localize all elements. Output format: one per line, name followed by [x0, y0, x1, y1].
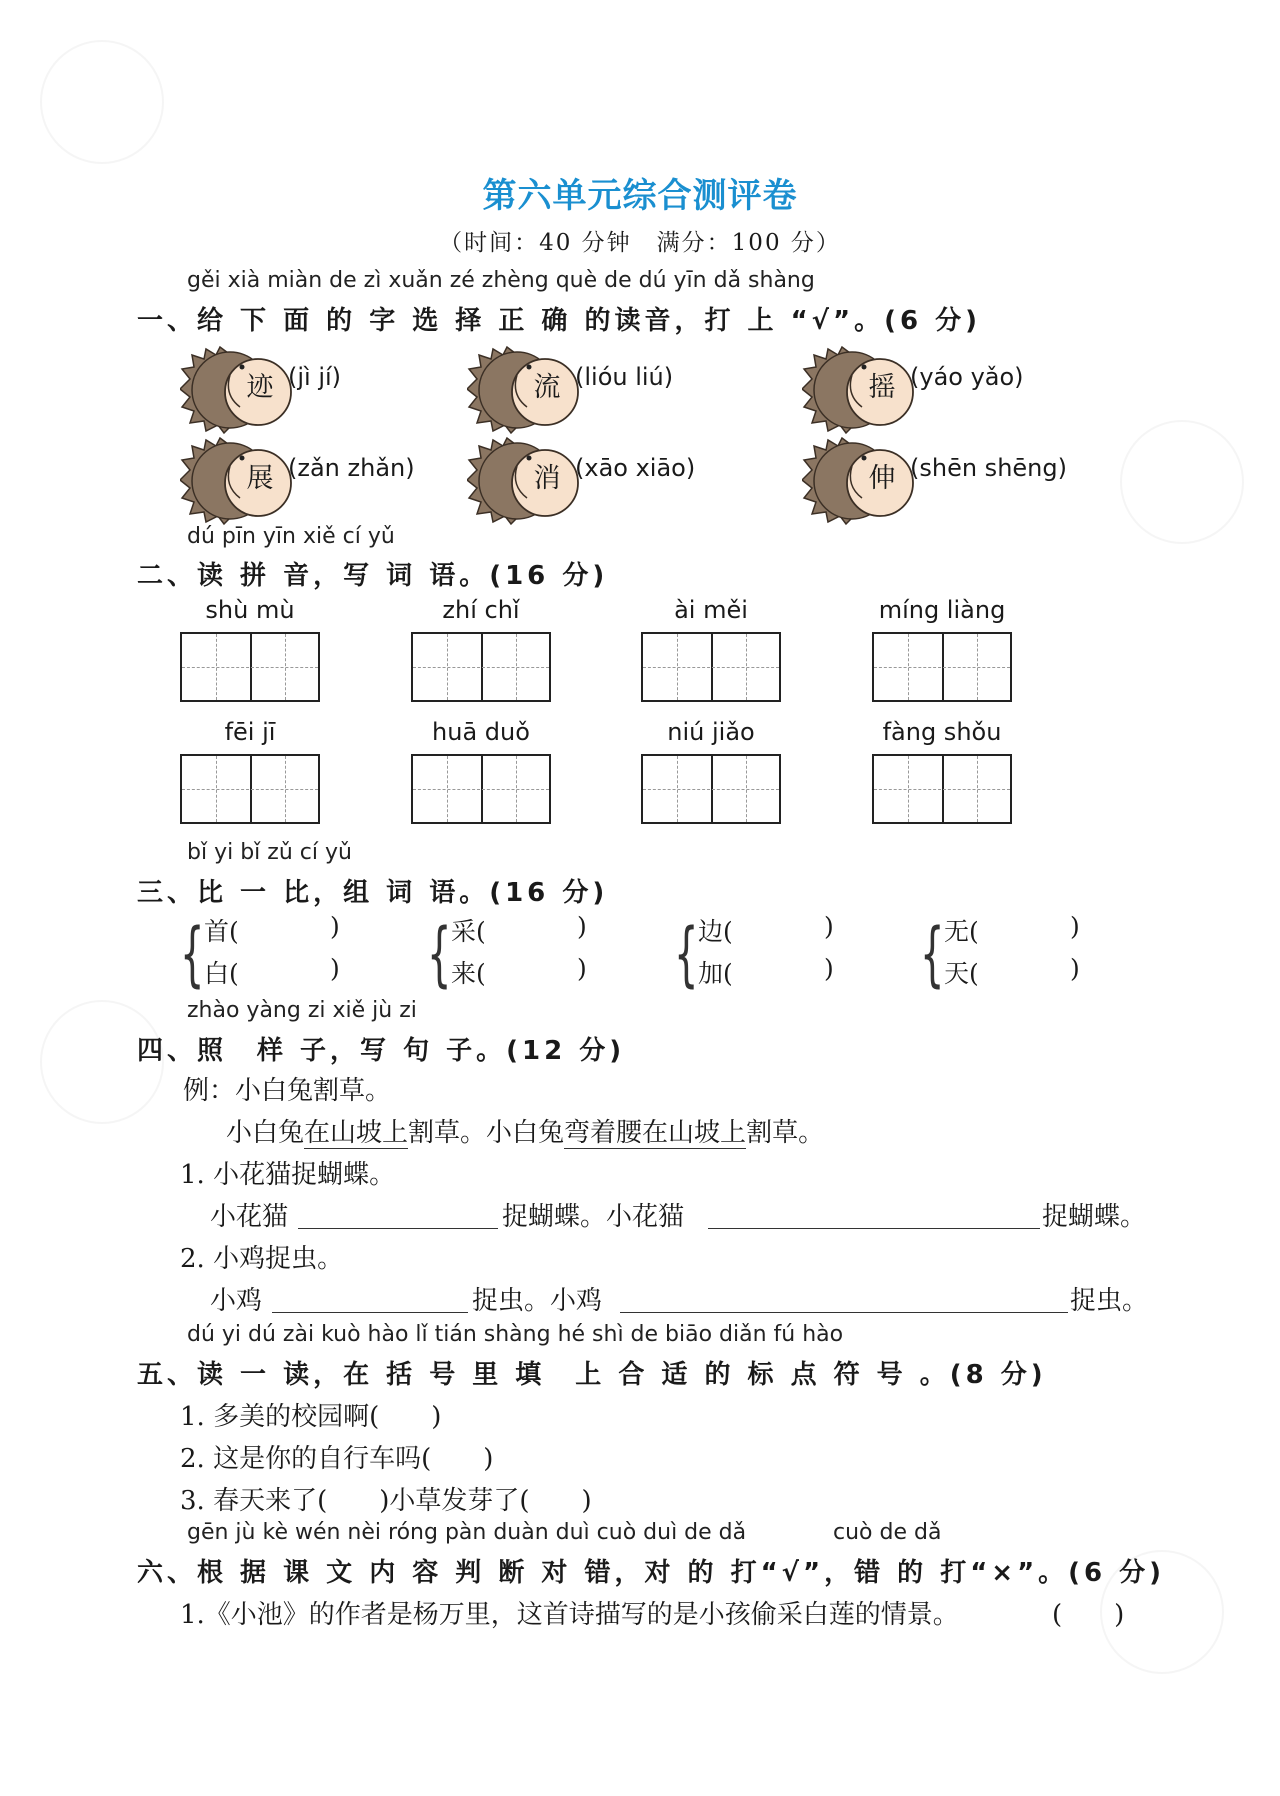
answer-blank[interactable]	[708, 1228, 1040, 1229]
pair-character[interactable]: 加(	[698, 959, 733, 988]
writing-grid[interactable]	[641, 754, 781, 824]
compare-pair	[180, 912, 410, 1002]
writing-grid[interactable]	[411, 632, 551, 702]
brace-icon: {	[180, 913, 205, 995]
section-5-heading: 五、读 一 读，在 括 号 里 填 上 合 适 的 标 点 符 号 。(8 分)	[137, 1360, 1047, 1390]
answer-blank[interactable]	[298, 1228, 498, 1229]
section-4-heading: 四、照 样 子，写 句 子。(12 分)	[137, 1036, 626, 1066]
target-character: 展	[246, 463, 274, 494]
hedgehog-choice-item	[802, 436, 1162, 526]
right-paren: )	[577, 954, 587, 983]
pair-character[interactable]: 首(	[204, 917, 239, 946]
right-paren: )	[824, 912, 834, 941]
q4-2-part-a: 小鸡	[210, 1286, 263, 1316]
word-pinyin: fēi jī	[224, 718, 276, 746]
pair-character[interactable]: 边(	[698, 917, 733, 946]
word-pinyin: huā duǒ	[432, 718, 530, 746]
target-character: 摇	[868, 372, 896, 403]
reading-options[interactable]: (jì jí)	[288, 363, 342, 391]
section-6-heading: 六、根 据 课 文 内 容 判 断 对 错，对 的 打“√”，错 的 打“×”。(6 分)	[137, 1558, 1166, 1588]
right-paren: )	[577, 912, 587, 941]
pair-character[interactable]: 天(	[944, 959, 979, 988]
word-pinyin: niú jiǎo	[667, 718, 755, 746]
target-character: 迹	[246, 372, 274, 403]
answer-blank[interactable]	[272, 1312, 468, 1313]
word-pinyin: zhí chǐ	[442, 596, 520, 624]
word-pinyin: ài měi	[674, 596, 748, 624]
right-paren: )	[1070, 912, 1080, 941]
example-answer: 小白兔在山坡上割草。小白兔弯着腰在山坡上割草。	[226, 1118, 825, 1148]
section-2-pinyin: dú pīn yīn xiě cí yǔ	[187, 524, 395, 549]
section-3-pinyin: bǐ yi bǐ zǔ cí yǔ	[187, 840, 352, 865]
writing-grid[interactable]	[180, 754, 320, 824]
section-6-pinyin-2: cuò de dǎ	[833, 1520, 942, 1545]
question-5-3: 3. 春天来了( )小草发芽了( )	[180, 1486, 592, 1516]
writing-grid[interactable]	[872, 632, 1012, 702]
hedgehog-choice-item	[467, 345, 827, 435]
writing-grid[interactable]	[411, 754, 551, 824]
right-paren: )	[824, 954, 834, 983]
hedgehog-choice-item	[802, 345, 1162, 435]
section-4-pinyin: zhào yàng zi xiě jù zi	[187, 998, 417, 1023]
q4-2-part-b: 捉虫。小鸡	[472, 1286, 603, 1316]
compare-pair	[427, 912, 657, 1002]
question-6-1: 1.《小池》的作者是杨万里，这首诗描写的是小孩偷采白莲的情景。	[180, 1600, 959, 1630]
question-5-2: 2. 这是你的自行车吗( )	[180, 1444, 494, 1474]
q4-1-part-a: 小花猫	[210, 1202, 289, 1232]
writing-grid[interactable]	[872, 754, 1012, 824]
compare-pair	[920, 912, 1150, 1002]
writing-grid[interactable]	[180, 632, 320, 702]
watermark-stamp	[40, 40, 164, 164]
pair-character[interactable]: 来(	[451, 959, 486, 988]
section-6-pinyin: gēn jù kè wén nèi róng pàn duàn duì cuò duì de dǎ	[187, 1520, 747, 1545]
section-1-heading: 一、给 下 面 的 字 选 择 正 确 的读音，打 上 “√”。(6 分)	[137, 306, 981, 336]
right-paren: )	[330, 954, 340, 983]
page-title: 第六单元综合测评卷	[482, 176, 798, 216]
exam-info: （时间：40 分钟 满分：100 分）	[439, 230, 841, 256]
section-2-heading: 二、读 拼 音，写 词 语。(16 分)	[137, 561, 609, 591]
writing-grid[interactable]	[641, 632, 781, 702]
section-5-pinyin: dú yi dú zài kuò hào lǐ tián shàng hé shì de biāo diǎn fú hào	[187, 1322, 844, 1347]
example-label: 例：小白兔割草。	[183, 1076, 392, 1106]
answer-paren[interactable]: ( )	[1052, 1600, 1125, 1630]
q4-1-part-c: 捉蝴蝶。	[1042, 1202, 1147, 1232]
brace-icon: {	[427, 913, 452, 995]
section-1-pinyin: gěi xià miàn de zì xuǎn zé zhèng què de dú yīn dǎ shàng	[187, 268, 815, 293]
question-5-1: 1. 多美的校园啊( )	[180, 1402, 442, 1432]
question-4-2: 2. 小鸡捉虫。	[180, 1244, 344, 1274]
reading-options[interactable]: (zǎn zhǎn)	[288, 454, 415, 482]
pair-character[interactable]: 采(	[451, 917, 486, 946]
q4-2-part-c: 捉虫。	[1070, 1286, 1149, 1316]
word-pinyin: shù mù	[205, 596, 295, 624]
q4-1-part-b: 捉蝴蝶。小花猫	[502, 1202, 685, 1232]
target-character: 流	[533, 372, 561, 403]
reading-options[interactable]: (yáo yǎo)	[910, 363, 1024, 391]
right-paren: )	[330, 912, 340, 941]
reading-options[interactable]: (shēn shēng)	[910, 454, 1067, 482]
pair-character[interactable]: 白(	[204, 959, 239, 988]
target-character: 消	[533, 463, 561, 494]
answer-blank[interactable]	[620, 1312, 1068, 1313]
hedgehog-choice-item	[467, 436, 827, 526]
reading-options[interactable]: (lióu liú)	[575, 363, 674, 391]
word-pinyin: fàng shǒu	[882, 718, 1002, 746]
pair-character[interactable]: 无(	[944, 917, 979, 946]
brace-icon: {	[674, 913, 699, 995]
brace-icon: {	[920, 913, 945, 995]
target-character: 伸	[868, 463, 896, 494]
reading-options[interactable]: (xāo xiāo)	[575, 454, 696, 482]
right-paren: )	[1070, 954, 1080, 983]
word-pinyin: míng liàng	[878, 596, 1006, 624]
compare-pair	[674, 912, 904, 1002]
section-3-heading: 三、比 一 比，组 词 语。(16 分)	[137, 878, 609, 908]
question-4-1: 1. 小花猫捉蝴蝶。	[180, 1160, 396, 1190]
